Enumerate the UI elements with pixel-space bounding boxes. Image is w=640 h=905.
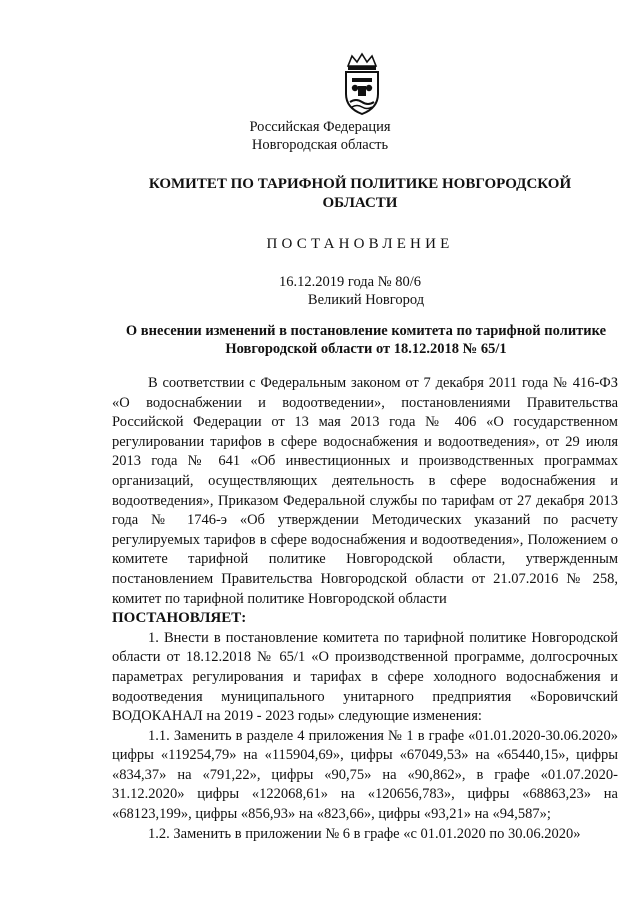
committee-title-line2: ОБЛАСТИ: [322, 195, 398, 211]
item-1-2-paragraph: 1.2. Заменить в приложении № 6 в графе «с 01.01.2020 по 30.06.2020»: [148, 825, 581, 842]
subject-line1: О внесении изменений в постановление комитета по тарифной политике: [125, 323, 607, 339]
item-1-1-paragraph: 1.1. Заменить в разделе 4 приложения № 1 в графе «01.01.2020-30.06.2020» цифры «119254,79» на «115904,69», цифры «67049,53» на «65440,15», цифры «834,37» на «791,22», цифры «90,75» на «90,862», в графе «01.07.2020- 31.12.2020» цифры «122068,61» на «120656,783», цифры «68863,23» на «68123,199», цифры «856,93» на «823,66», цифры «93,21» на «94,587»;: [112, 727, 618, 823]
country-line: Российская Федерация: [249, 119, 391, 135]
preamble-paragraph: В соответствии с Федеральным законом от 7 декабря 2011 года № 416-ФЗ «О водоснабжении и водоотведении», постановлениями Правительства Российской Федерации от 13 мая 2013 года № 406 «О государственном регулировании тарифов в сфере водоснабжения и водоотведения», от 29 июля 2013 года № 641 «Об инвестиционных и производственных программах организаций, осуществляющих деятельность в сфере водоснабжения и водоотведения», Приказом Федеральной службы по тарифам от 27 декабря 2013 года № 1746-э «Об утверждении Методических указаний по расчету регулируемых тарифов в сфере водоснабжения и водоотведения», Положением о комитете тарифной политике Новгородской области, утвержденным постановлением Правительства Новгородской области от 21.07.2016 № 258, комитет по тарифной политике Новгородской области: [112, 375, 618, 607]
document-body: [112, 374, 618, 844]
resolve-heading: ПОСТАНОВЛЯЕТ:: [112, 610, 247, 627]
subject-line2: Новгородской области от 18.12.2018 № 65/1: [225, 341, 507, 357]
region-line: Новгородская область: [251, 137, 389, 153]
date-number: 16.12.2019 года № 80/6: [279, 274, 421, 290]
document-type: ПОСТАНОВЛЕНИЕ: [266, 236, 454, 252]
item-1-paragraph: 1. Внести в постановление комитета по тарифной политике Новгородской области от 18.12.2018 № 65/1 «О производственной программе, долгосрочных параметрах регулирования и тарифах в сфере холодного водоснабжения и водоотведения муниципального унитарного предприятия «Боровичский ВОДОКАНАЛ на 2019 - 2023 годы» следующие изменения:: [112, 629, 618, 725]
committee-title-line1: КОМИТЕТ ПО ТАРИФНОЙ ПОЛИТИКЕ НОВГОРОДСКОЙ: [148, 176, 572, 192]
novgorod-coat-of-arms-icon: [338, 52, 386, 116]
city: Великий Новгород: [307, 292, 425, 308]
